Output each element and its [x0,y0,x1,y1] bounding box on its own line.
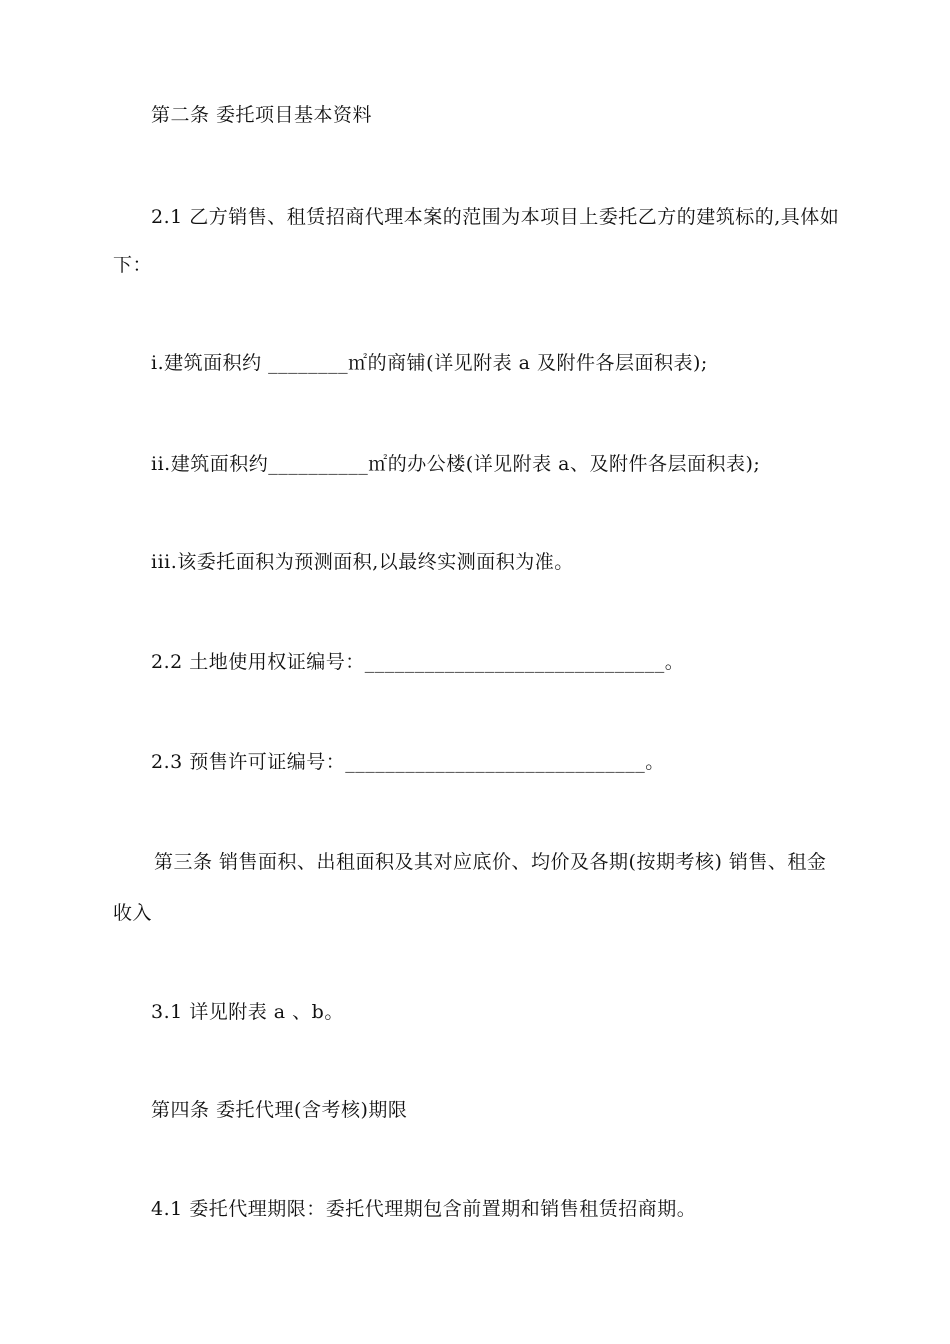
article-3-heading-line-2: 收入 [113,902,153,924]
article-4-heading: 第四条 委托代理(含考核)期限 [151,1099,408,1121]
clause-2-1-line-1: 2.1 乙方销售、租赁招商代理本案的范围为本项目上委托乙方的建筑标的,具体如 [151,206,840,228]
clause-2-1-line-2: 下： [113,254,153,276]
clause-2-2-land-cert: 2.2 土地使用权证编号：______________________________。 [151,651,685,673]
item-ii-office-area: ii.建筑面积约__________㎡的办公楼(详见附表 a、及附件各层面积表); [151,453,761,475]
clause-4-1: 4.1 委托代理期限：委托代理期包含前置期和销售租赁招商期。 [151,1198,697,1220]
clause-3-1: 3.1 详见附表 a 、b。 [151,1001,344,1023]
article-3-heading-line-1: 第三条 销售面积、出租面积及其对应底价、均价及各期(按期考核) 销售、租金 [154,851,827,873]
article-2-heading: 第二条 委托项目基本资料 [151,104,373,126]
item-i-shops-area: i.建筑面积约 ________㎡的商铺(详见附表 a 及附件各层面积表); [151,352,708,374]
item-iii-area-note: iii.该委托面积为预测面积,以最终实测面积为准。 [151,551,574,573]
clause-2-3-presale-cert: 2.3 预售许可证编号：______________________________。 [151,751,665,773]
